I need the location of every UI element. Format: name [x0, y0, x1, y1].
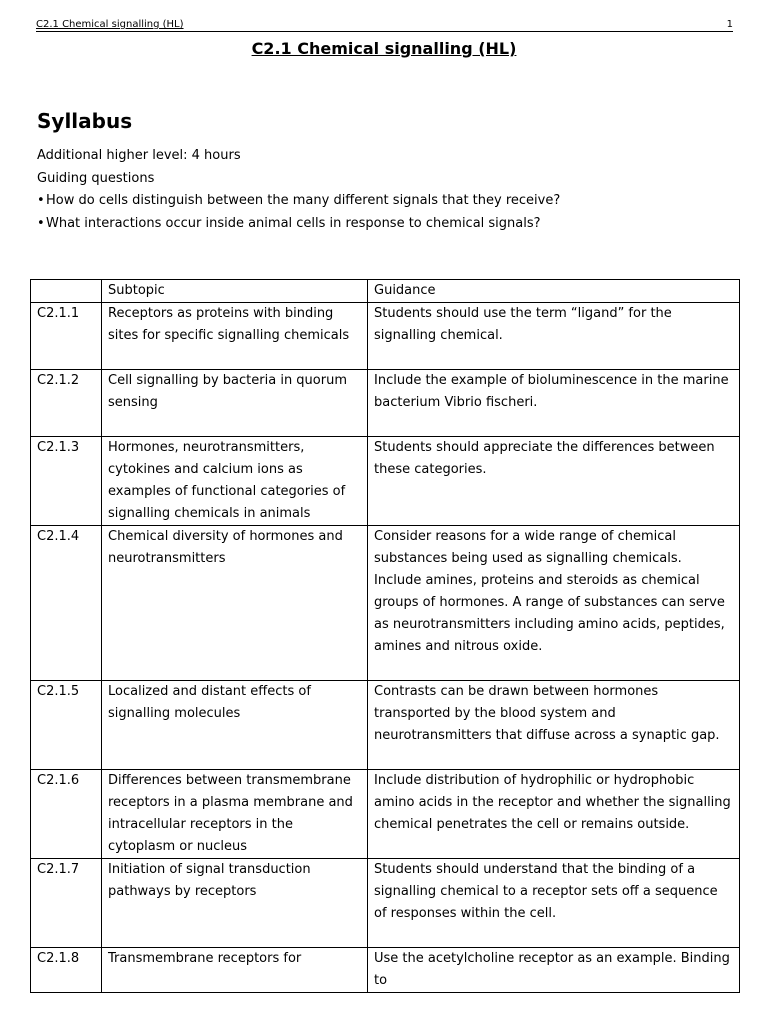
row-subtopic: Initiation of signal transduction pathways by receptors [102, 859, 368, 948]
row-subtopic: Localized and distant effects of signalling molecules [102, 681, 368, 770]
intro-block [37, 145, 737, 235]
page-header [36, 18, 733, 32]
guiding-question [37, 190, 737, 213]
row-code: C2.1.1 [31, 303, 102, 370]
row-guidance: Students should use the term “ligand” for the signalling chemical. [368, 303, 740, 370]
table-row [31, 859, 740, 948]
table-header-row [31, 280, 740, 303]
row-subtopic: Cell signalling by bacteria in quorum sensing [102, 370, 368, 437]
row-subtopic: Chemical diversity of hormones and neurotransmitters [102, 526, 368, 681]
row-code: C2.1.4 [31, 526, 102, 681]
row-guidance: Consider reasons for a wide range of chemical substances being used as signalling chemicals. Include amines, proteins and steroids as chemical groups of hormones. A range of substances can serve as neurotransmitters including amino acids, peptides, amines and nitrous oxide. [368, 526, 740, 681]
running-title: C2.1 Chemical signalling (HL) [36, 19, 184, 30]
row-guidance: Students should understand that the binding of a signalling chemical to a receptor sets off a sequence of responses within the cell. [368, 859, 740, 948]
table-row [31, 437, 740, 526]
document-title: C2.1 Chemical signalling (HL) [251, 39, 517, 58]
row-subtopic: Transmembrane receptors for [102, 948, 368, 993]
row-code: C2.1.5 [31, 681, 102, 770]
row-subtopic: Receptors as proteins with binding sites for specific signalling chemicals [102, 303, 368, 370]
row-code: C2.1.8 [31, 948, 102, 993]
row-guidance: Include distribution of hydrophilic or hydrophobic amino acids in the receptor and whether the signalling chemical penetrates the cell or remains outside. [368, 770, 740, 859]
guiding-questions-label: Guiding questions [37, 170, 155, 186]
row-subtopic: Hormones, neurotransmitters, cytokines and calcium ions as examples of functional categories of signalling chemicals in animals [102, 437, 368, 526]
question-text: How do cells distinguish between the many different signals that they receive? [46, 193, 561, 208]
hours-text: Additional higher level: 4 hours [37, 148, 241, 163]
row-guidance: Include the example of bioluminescence in the marine bacterium Vibrio fischeri. [368, 370, 740, 437]
header-subtopic: Subtopic [102, 280, 368, 303]
table-row [31, 681, 740, 770]
table-row [31, 303, 740, 370]
syllabus-table [30, 279, 740, 993]
header-guidance: Guidance [368, 280, 740, 303]
row-code: C2.1.2 [31, 370, 102, 437]
header-code [31, 280, 102, 303]
table-row [31, 948, 740, 993]
bullet-icon: • [37, 193, 45, 208]
row-guidance: Use the acetylcholine receptor as an example. Binding to [368, 948, 740, 993]
section-heading: Syllabus [37, 109, 133, 133]
question-text: What interactions occur inside animal cells in response to chemical signals? [46, 215, 541, 231]
table-row [31, 770, 740, 859]
table-row [31, 370, 740, 437]
table-row [31, 526, 740, 681]
row-code: C2.1.6 [31, 770, 102, 859]
row-guidance: Students should appreciate the differences between these categories. [368, 437, 740, 526]
row-subtopic: Differences between transmembrane receptors in a plasma membrane and intracellular receptors in the cytoplasm or nucleus [102, 770, 368, 859]
row-code: C2.1.3 [31, 437, 102, 526]
guiding-question [37, 213, 737, 236]
bullet-icon: • [37, 215, 45, 231]
row-guidance: Contrasts can be drawn between hormones transported by the blood system and neurotransmitters that diffuse across a synaptic gap. [368, 681, 740, 770]
page-number: 1 [726, 19, 733, 30]
row-code: C2.1.7 [31, 859, 102, 948]
